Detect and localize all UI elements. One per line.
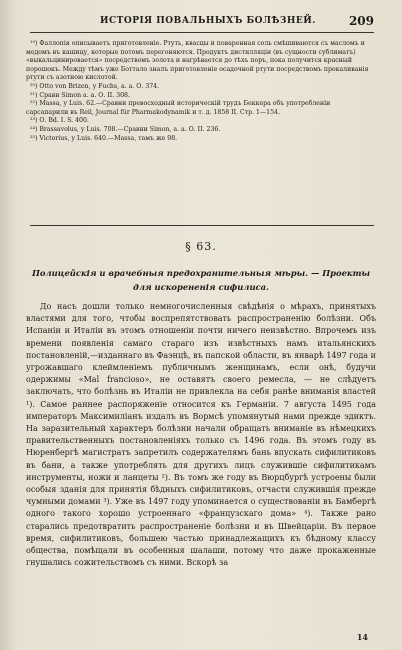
footnote: ²⁵) Victorius, у Luis. 640.—Massa, тамъ же 98. [30, 134, 178, 142]
body-text [26, 301, 376, 569]
footnote: ²⁴) Brassavolus, у Luis. 708.—Сравни Simon, а. а. О. II. 236. [30, 125, 221, 133]
signature-mark: 14 [356, 632, 368, 642]
footnote: ²⁰) Otto von Brizen, у Fuchs, а. а. О. 374. [30, 82, 160, 90]
section-title [26, 266, 376, 294]
page-header [30, 16, 374, 33]
title-line: для искорененія сифилиса. [133, 282, 269, 292]
footnote: ²³) О. Bd. I. S. 400. [30, 117, 89, 125]
body-paragraph: До насъ дошли только немногочисленныя свѣдѣнія о мѣрахъ, принятыхъ властями для того, чтобы воспрепятствовать распространенію болѣзни. Объ Испаніи и Италіи въ этомъ отношеніи почти ничего неизвѣстно. Впрочемъ изъ времени появленія самаго стараго изъ извѣстныхъ намъ итальянскихъ постановленій,—изданнаго въ Фаэнцѣ, въ папской области, въ январѣ 1497 года и угрожавшаго клеймленіемъ публичнымъ женщинамъ, если онѣ, будучи одержимы «Mal francioso», не оставятъ своего ремесла, — не слѣдуетъ заключать, что болѣзнь въ Италіи не привлекла на себя ранѣе вниманія властей ¹). Самое раннее распоряженіе относится къ Германіи. 7 августа 1495 года императоръ Максимиліанъ издалъ въ Вормсѣ упомянутый нами прежде эдиктъ. На заразительный характеръ болѣзни начали обращать вниманіе въ нѣмецкихъ правительственныхъ постановленіяхъ только съ 1496 года. Въ этомъ году въ Нюренбергѣ магистратъ запретилъ содержателямъ бань впускать сифилитиковъ въ бани, а также употреблять для другихъ лицъ служившіе сифилитикамъ инструменты, ножи и ланцеты ²). Въ томъ же году въ Вюрцбургѣ устроены были особыя зданія для принятія бѣдныхъ сифилитиковъ, отчасти служившія прежде чумными домами ³). Уже въ 1497 году упоминается о существованіи въ Бамбергѣ одного такого хорошо устроеннаго «французскаго дома» ⁴). Также рано старались предотвратить распространеніе болѣзни и въ Швейцаріи. Въ первое время, сифилитиковъ, большею частью принадлежащихъ къ бѣдному классу общества, помѣщали въ особенныя шалаши, потому что даже прокаженные гнушались сожительствомъ съ ними. Вскорѣ за [26, 302, 376, 568]
title-line: Полицейскія и врачебныя предохранительныя мѣры. — Проекты [32, 268, 370, 278]
footnote: ¹⁹) Фаллопія описываетъ приготовленіе. Ртуть, квасцы и поваренная соль смѣшиваются съ масломъ и медомъ въ кашицу, которые потомъ перегоняются. Продуктъ дистилляціи (въ сущности сублиматъ) «выкальцинировается» посредствомъ золота и нагрѣвается до тѣхъ поръ, пока получится красный порошокъ. Между тѣмъ уже Боттало зналъ приготовленіе осадочной ртути посредствомъ прокаливанія ртути съ азотною кислотой. [26, 40, 369, 82]
page-number: 209 [348, 14, 374, 28]
section-number: § 63. [185, 240, 217, 253]
running-head: ИСТОРІЯ ПОВАЛЬНЫХЪ БОЛѢЗНЕЙ. [100, 16, 316, 26]
footnote: ²²) Massa, у Luis. 62.—Сравни превосходный историческій трудъ Беккера объ употребленіи сарсапарили въ Reil, Journal für Pharmakodynamik и т. д. 1858 II. Стр. 1—154. [26, 100, 331, 116]
footnotes [26, 40, 374, 143]
footnote: ²¹) Срави Simon а. а. О. II. 308. [30, 91, 130, 99]
section-divider [30, 225, 374, 226]
